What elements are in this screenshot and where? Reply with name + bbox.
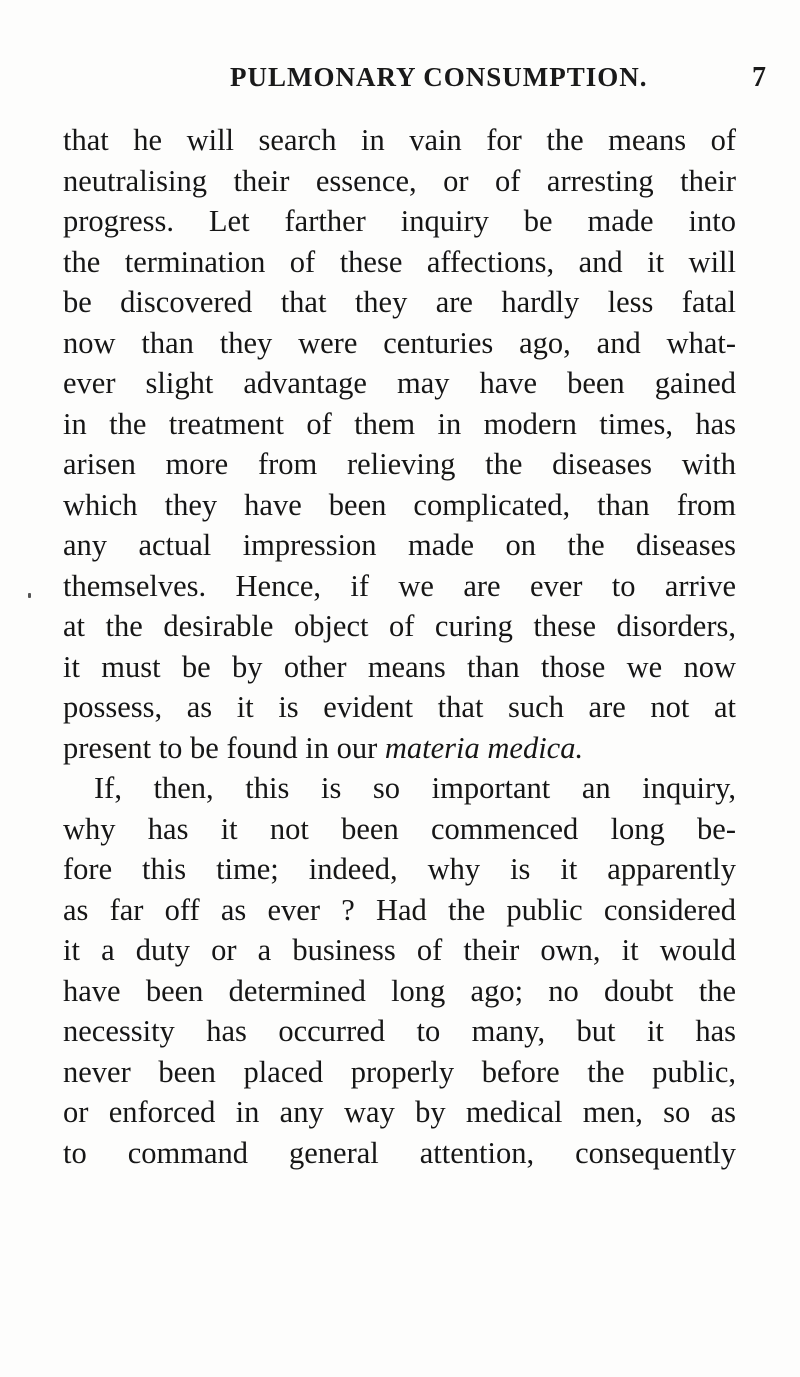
text-line: or enforced in any way by medical men, so as	[63, 1095, 736, 1129]
text-line: possess, as it is evident that such are not at	[63, 690, 736, 724]
text-line: ever slight advantage may have been gained	[63, 366, 736, 400]
text-line: have been determined long ago; no doubt the	[63, 973, 736, 1008]
text-line: why has it not been commenced long be-	[63, 811, 736, 846]
text-line: any actual impression made on the diseases	[63, 528, 736, 562]
text-line: that he will search in vain for the means of	[63, 123, 736, 157]
text-line: at the desirable object of curing these disorders,	[63, 609, 736, 643]
text-line: be discovered that they are hardly less fatal	[63, 285, 736, 319]
text-line: now than they were centuries ago, and what-	[63, 325, 736, 360]
text-line: the termination of these affections, and it will	[63, 244, 736, 279]
text-line: progress. Let farther inquiry be made into	[63, 204, 736, 238]
text-line: necessity has occurred to many, but it has	[63, 1014, 736, 1048]
page-number: 7	[752, 62, 766, 93]
text-line: fore this time; indeed, why is it apparently	[63, 852, 736, 886]
text-line: themselves. Hence, if we are ever to arrive	[63, 568, 736, 603]
body-text	[63, 120, 736, 1173]
text-run: present to be found in our	[63, 730, 385, 765]
running-title: PULMONARY CONSUMPTION.	[230, 62, 648, 92]
margin-mark	[28, 593, 31, 598]
text-line: it a duty or a business of their own, it would	[63, 933, 736, 967]
text-line: which they have been complicated, than from	[63, 487, 736, 522]
text-line	[63, 728, 736, 769]
text-line: it must be by other means than those we now	[63, 649, 736, 684]
text-line: in the treatment of them in modern times, has	[63, 406, 736, 441]
italic-phrase: materia medica.	[384, 730, 584, 765]
text-line: arisen more from relieving the diseases with	[63, 447, 736, 481]
running-head	[0, 62, 800, 102]
text-line: as far off as ever ? Had the public considered	[63, 892, 736, 927]
text-line: never been placed properly before the public,	[63, 1054, 736, 1089]
text-line: neutralising their essence, or of arresting their	[63, 163, 736, 198]
text-line: If, then, this is so important an inquiry,	[94, 771, 736, 805]
text-line: to command general attention, consequently	[63, 1135, 736, 1170]
